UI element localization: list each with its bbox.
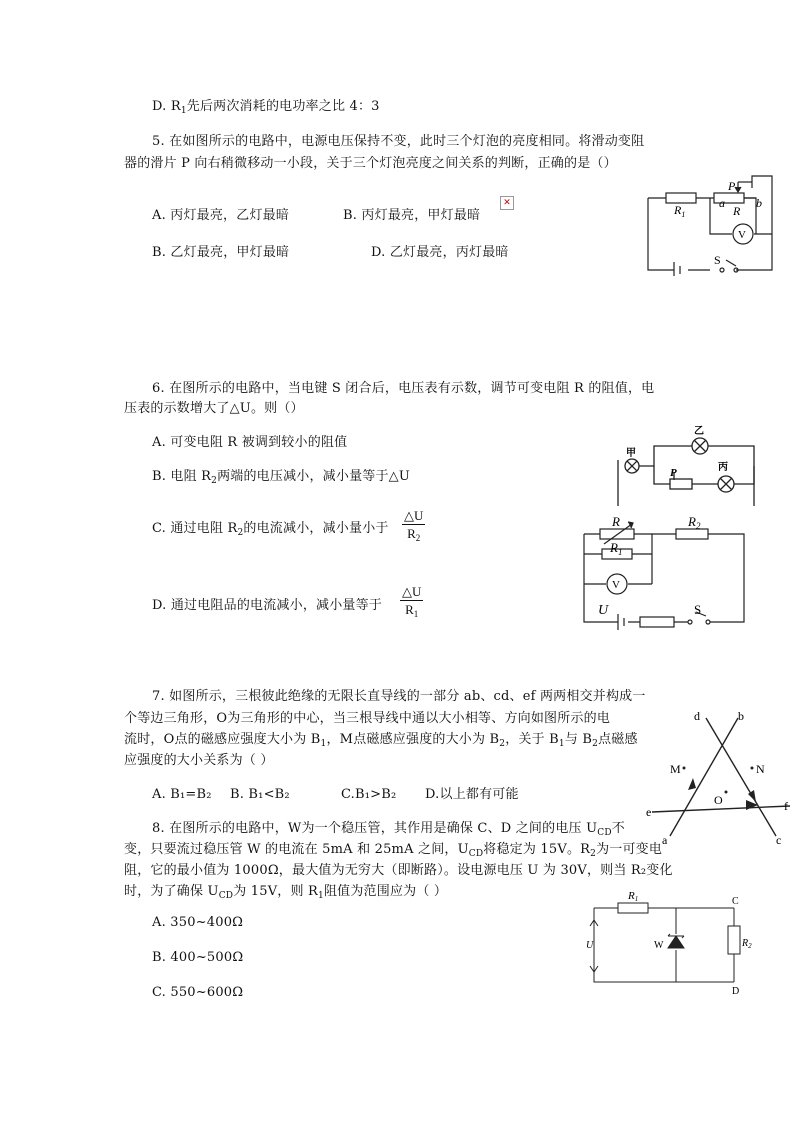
q7-option-b: B. B₁<B₂ [230,787,290,802]
q7-fig-d: d [694,709,700,723]
q6-stem-line2: 压表的示数增大了△U。则（） [124,401,304,416]
q6-option-b: B. 电阻 $R_2$两端的电压减小，减小量等于△U [152,469,411,486]
q6-fig-r: R [612,514,620,529]
q5-option-a: A. 丙灯最亮，乙灯最暗 [152,208,290,223]
q5-fig-b: b [756,196,762,210]
q8-stem-line3: 阻，它的最小值为 1000Ω，最大值为无穷大（即断路）。设电源电压 U 为 30V，则当 R₂变化 [124,863,673,878]
q6-option-c: C. 通过电阻 $R_2$的电流减小，减小量小于 [152,521,389,538]
q6-lamp-diagram [612,422,762,506]
q5-fig-v: V [738,229,746,241]
q5-fig-s: S [714,253,721,267]
q7-fig-o: O [714,793,723,807]
q7-stem-line3: 流时，O点的磁感应强度大小为 $B_1$，M点磁感应强度的大小为 $B_2$，关于 $B_1$与 $B_2$点磁感 [124,732,638,749]
q8-fig-r2: $R_2$ [742,938,752,950]
q6-fig-v: V [612,579,620,591]
q7-fig-a: a [662,833,668,847]
q8-stem-line4: 时，为了确保 $U_{CD}$为 15V，则 $R_1$阻值为范围应为（ ） [124,884,448,901]
q7-option-c: C.B₁>B₂ [341,787,397,802]
q6-fig-bing: 丙 [718,462,728,473]
q8-option-c: C. 550~600Ω [152,985,244,1000]
q5-fig-r: R [733,204,741,218]
q5-stem-line1: 5. 在如图所示的电路中，电源电压保持不变，此时三个灯泡的亮度相同。将滑动变阻 [152,134,645,149]
q7-fig-e: e [646,805,652,819]
q4-option-d: D. $R_1$先后两次消耗的电功率之比 4：3 [152,99,380,116]
q6-fig-jia: 甲 [626,448,636,459]
q6-circuit-diagram [576,508,748,634]
q6-option-a: A. 可变电阻 R 被调到较小的阻值 [152,435,348,450]
q8-fig-w: W [654,940,664,951]
q5-option-d: D. 乙灯最亮，丙灯最暗 [371,245,509,260]
q6-stem-line1: 6. 在图所示的电路中，当电键 S 闭合后，电压表有示数，调节可变电阻 R 的阻值，电 [152,381,655,396]
q5-fig-a: a [719,196,725,210]
q7-fig-b: b [738,709,744,723]
q6-fig-r1: $R_1$ [610,540,623,557]
q8-option-a: A. 350~400Ω [152,915,244,930]
q8-option-b: B. 400~500Ω [152,950,244,965]
q6-fig-s: S [694,602,702,617]
q8-stem-line1: 8. 在图所示的电路中，W为一个稳压管，其作用是确保 C、D 之间的电压 $U_{CD}$不 [152,821,625,838]
q6-fig-yi: 乙 [694,426,704,437]
q6-option-d-fraction: $\frac{\triangle U}{R_1}$ [402,584,422,619]
q8-fig-c: C [732,896,739,907]
q5-fig-r1: $R_1$ [674,203,686,219]
q6-option-c-fraction: $\frac{\triangle U}{R_2}$ [404,508,424,543]
q7-stem-line4: 应强度的大小关系为（ ） [124,753,274,768]
q6-option-d: D. 通过电阻品的电流减小，减小量等于 [152,598,383,613]
q7-fig-m: M [670,762,681,776]
q6-fig-r2: $R_2$ [688,514,701,531]
q7-fig-n: N [756,762,765,776]
q7-fig-f: f [784,799,788,813]
q6-fig-u: U [598,603,609,618]
q8-fig-d: D [732,986,740,996]
q7-fig-c: c [776,833,782,847]
q5-option-b: B. 丙灯最亮，甲灯最暗 [343,208,481,223]
q7-option-a: A. B₁=B₂ [152,787,212,802]
q5-stem-line2: 器的滑片 P 向右稍微移动一小段，关于三个灯泡亮度之间关系的判断，正确的是（） [124,156,617,171]
q8-zener-circuit-diagram [582,888,754,996]
q5-fig-p: P [728,179,736,193]
q7-wire-triangle-diagram [644,706,792,848]
q5-circuit-diagram [640,172,788,276]
broken-image-icon: ✕ [500,196,514,210]
q6-fig-p: P [670,467,677,479]
q8-fig-r1: R1 [628,890,639,903]
q8-stem-line2: 变，只要流过稳压管 W 的电流在 5mA 和 25mA 之间，$U_{CD}$将稳定为 15V。$R_2$为一可变电 [124,842,663,859]
q7-stem-line1: 7. 如图所示，三根彼此绝缘的无限长直导线的一部分 ab、cd、ef 两两相交并构成一 [152,689,646,704]
q7-stem-line2: 个等边三角形，O为三角形的中心，当三根导线中通以大小相等、方向如图所示的电 [124,711,611,726]
q7-option-d: D.以上都有可能 [425,787,519,802]
q5-option-b2: B. 乙灯最亮，甲灯最暗 [152,245,290,260]
q8-fig-u: U [586,940,594,951]
